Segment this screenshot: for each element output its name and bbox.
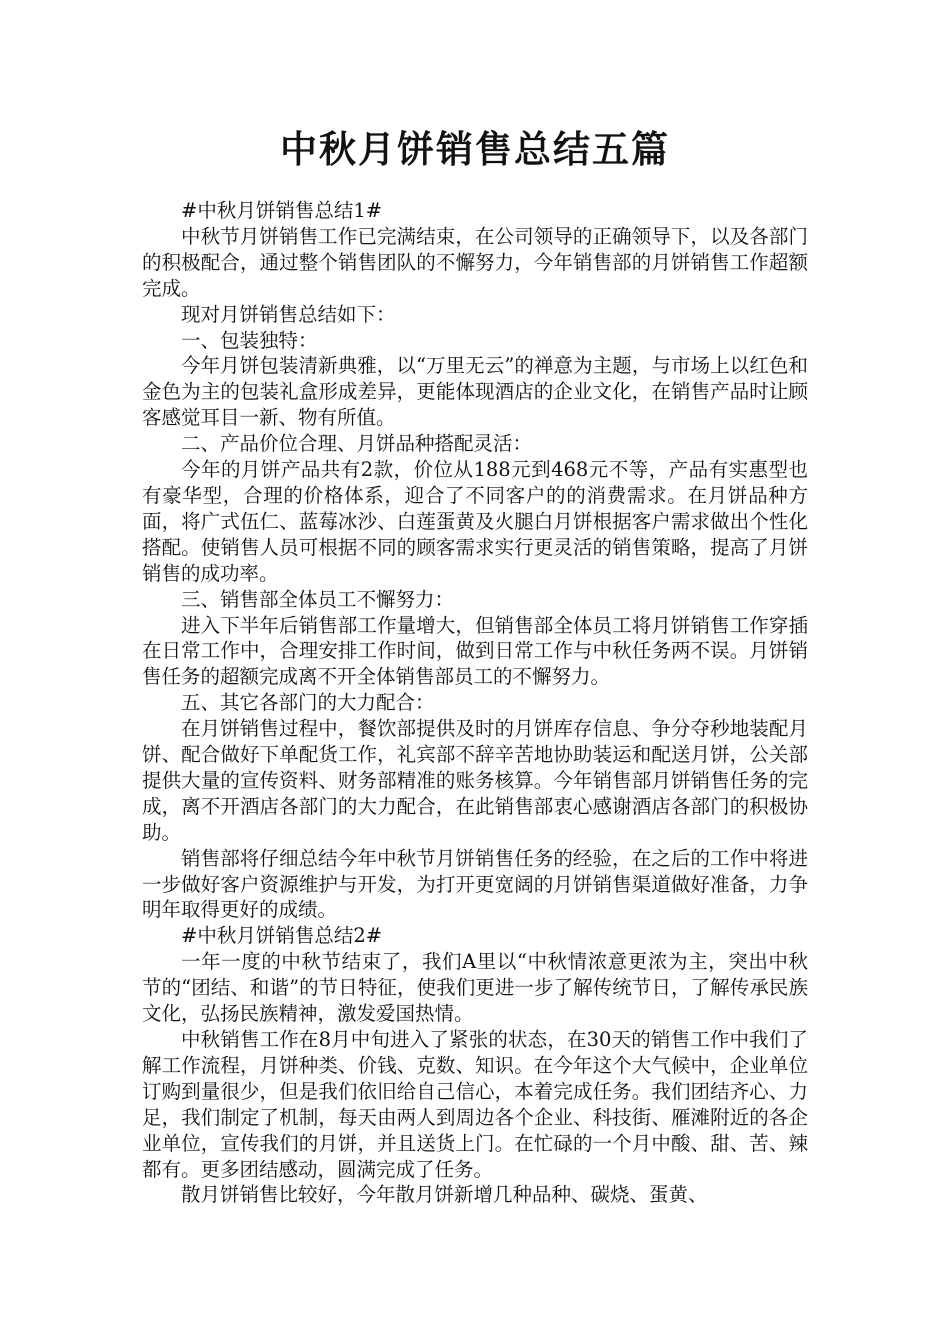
section-heading: #中秋月饼销售总结2#: [181, 924, 383, 948]
paragraph: 今年的月饼产品共有2款，价位从188元到468元不等，产品有实惠型也有豪华型，合理的价格体系，迎合了不同客户的的消费需求。在月饼品种方面，将广式伍仁、蓝莓冰沙、白莲蛋黄及火腿白月饼根据客户需求做出个性化搭配。使销售人员可根据不同的顾客需求实行更灵活的销售策略，提高了月饼销售的成功率。: [142, 458, 808, 585]
paragraph: 中秋节月饼销售工作已完满结束，在公司领导的正确领导下，以及各部门的积极配合，通过整个销售团队的不懈努力，今年销售部的月饼销售工作超额完成。: [142, 224, 808, 300]
document-title: 中秋月饼销售总结五篇: [280, 128, 670, 171]
paragraph: 今年月饼包装清新典雅，以“万里无云”的禅意为主题，与市场上以红色和金色为主的包装礼盒形成差异，更能体现酒店的企业文化，在销售产品时让顾客感觉耳目一新、物有所值。: [142, 354, 808, 430]
paragraph: 现对月饼销售总结如下：: [181, 302, 396, 326]
subheading: 五、其它各部门的大力配合：: [181, 691, 435, 715]
subheading: 三、销售部全体员工不懈努力：: [181, 587, 455, 611]
section-heading: #中秋月饼销售总结1#: [181, 199, 383, 222]
paragraph: 散月饼销售比较好，今年散月饼新增几种品种、碳烧、蛋黄、: [181, 1183, 708, 1207]
subheading: 一、包装独特：: [181, 328, 318, 352]
paragraph: 中秋销售工作在8月中旬进入了紧张的状态，在30天的销售工作中我们了解工作流程，月饼种类、价钱、克数、知识。在今年这个大气候中，企业单位订购到量很少，但是我们依旧给自己信心，本着完成任务。我们团结齐心、力足，我们制定了机制，每天由两人到周边各个企业、科技街、雁滩附近的各企业单位，宣传我们的月饼，并且送货上门。在忙碌的一个月中酸、甜、苦、辣都有。更多团结感动，圆满完成了任务。: [142, 1028, 808, 1181]
paragraph: 进入下半年后销售部工作量增大，但销售部全体员工将月饼销售工作穿插在日常工作中，合理安排工作时间，做到日常工作与中秋任务两不误。月饼销售任务的超额完成离不开全体销售部员工的不懈努力。: [142, 613, 808, 689]
paragraph: 销售部将仔细总结今年中秋节月饼销售任务的经验，在之后的工作中将进一步做好客户资源维护与开发，为打开更宽阔的月饼销售渠道做好准备，力争明年取得更好的成绩。: [142, 846, 808, 922]
paragraph: 一年一度的中秋节结束了，我们A里以“中秋情浓意更浓为主，突出中秋节的“团结、和谐”的节日特征，使我们更进一步了解传统节日，了解传承民族文化，弘扬民族精神，激发爱国热情。: [142, 950, 808, 1026]
subheading: 二、产品价位合理、月饼品种搭配灵活：: [181, 432, 533, 456]
document-body: [142, 198, 808, 1208]
paragraph: 在月饼销售过程中，餐饮部提供及时的月饼库存信息、争分夺秒地装配月饼、配合做好下单配货工作，礼宾部不辞辛苦地协助装运和配送月饼，公关部提供大量的宣传资料、财务部精准的账务核算。今年销售部月饼销售任务的完成，离不开酒店各部门的大力配合，在此销售部衷心感谢酒店各部门的积极协助。: [142, 717, 808, 844]
